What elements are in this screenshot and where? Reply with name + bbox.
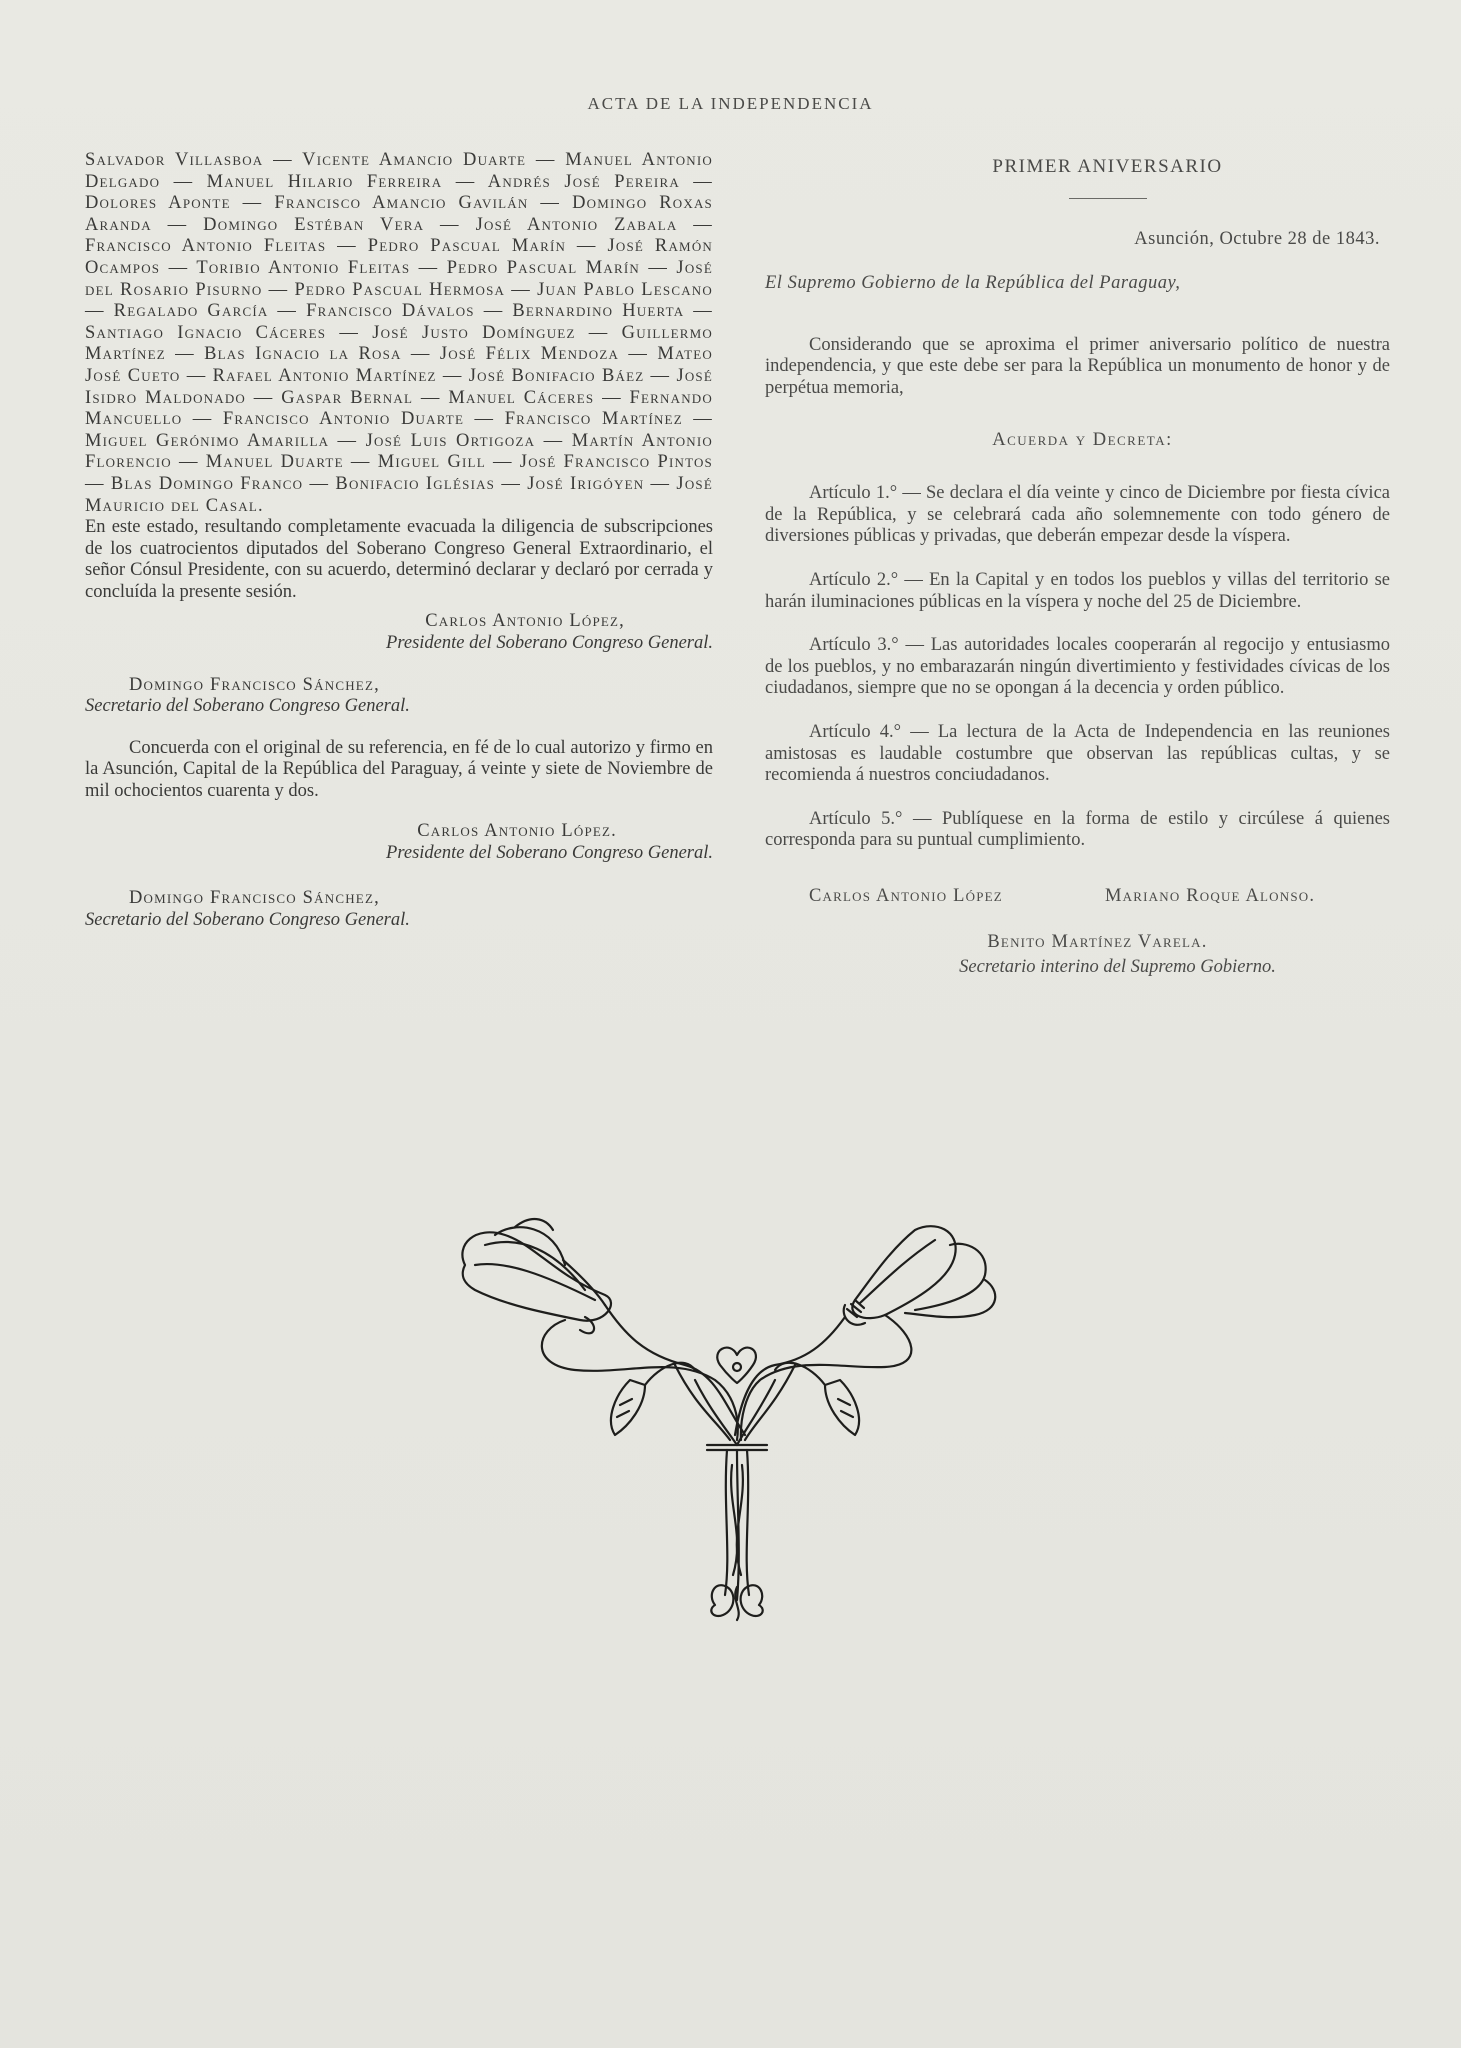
article-1: Artículo 1.° — Se declara el día veinte y cinco de Diciembre por fiesta cívica de la República, y se celebrará cada año solemnemente con todo género de diversiones públicas y privadas, que deberán empezar desde la víspera. <box>765 483 1390 547</box>
closing-paragraph: En este estado, resultando completamente evacuada la diligencia de subscripciones de los cuatrocientos diputados del Soberano Congreso General Extraordinario, el señor Cónsul Presidente, con su acuerdo, determinó declarar y declaró por cerrada y concluída la presente sesión. <box>85 517 713 602</box>
signature-lopez: Carlos Antonio López <box>809 885 1003 906</box>
secretary-signature-2 <box>85 888 713 931</box>
president-name: Carlos Antonio López, <box>425 611 625 632</box>
center-bud-icon <box>717 1348 756 1383</box>
secretary-name: Domingo Francisco Sánchez, <box>129 674 380 695</box>
concuerda-paragraph: Concuerda con el original de su referencia, en fé de lo cual autorizo y firmo en la Asunción, Capital de la República del Paraguay, á veinte y siete de Noviembre de mil ochocientos cuarenta y dos. <box>85 737 713 802</box>
president-signature-2 <box>85 821 713 864</box>
floral-vignette-icon <box>445 1205 1025 1625</box>
title-rule <box>1069 198 1147 199</box>
secretary-varela-title: Secretario interino del Supremo Gobierno. <box>959 957 1276 978</box>
right-column <box>765 150 1390 979</box>
considerando-paragraph: Considerando que se aproxima el primer aniversario político de nuestra independencia, y que este debe ser para la República un monumento de honor y de perpétua memoria, <box>765 334 1390 398</box>
decree-signatures <box>765 886 1390 908</box>
secretary-name-2: Domingo Francisco Sánchez, <box>129 888 380 909</box>
article-3: Artículo 3.° — Las autoridades locales cooperarán al regocijo y entusiasmo de los pueblos, y no embarazarán ningún divertimiento y festividades cívicas de los ciudadanos, siempre que no se opongan á la decencia y orden público. <box>765 635 1390 699</box>
president-name-2: Carlos Antonio López. <box>417 821 617 842</box>
left-flower-icon <box>462 1219 611 1333</box>
section-title: PRIMER ANIVERSARIO <box>992 156 1223 177</box>
secretary-signature <box>85 675 713 718</box>
signatories-list: Salvador Villasboa — Vicente Amancio Duarte — Manuel Antonio Delgado — Manuel Hilario Ferreira — Andrés José Pereira — Dolores Aponte — Francisco Amancio Gavilán — Domingo Roxas Aranda — Domingo Estéban Vera — José Antonio Zabala — Francisco Antonio Fleitas — Pedro Pascual Marín — José Ramón Ocampos — Toribio Antonio Fleitas — Pedro Pascual Marín — José del Rosario Pisurno — Pedro Pascual Hermosa — Juan Pablo Lescano — Regalado García — Francisco Dávalos — Bernardino Huerta — Santiago Ignacio Cáceres — José Justo Domínguez — Guillermo Martínez — Blas Ignacio la Rosa — José Félix Mendoza — Mateo José Cueto — Rafael Antonio Martínez — José Bonifacio Báez — José Isidro Maldonado — Gaspar Bernal — Manuel Cáceres — Fernando Mancuello — Francisco Antonio Duarte — Francisco Martínez — Miguel Gerónimo Amarilla — José Luis Ortigoza — Martín Antonio Florencio — Manuel Duarte — Miguel Gill — José Francisco Pintos — Blas Domingo Franco — Bonifacio Iglésias — José Irigóyen — José Mauricio del Casal. <box>85 150 713 516</box>
secretary-title: Secretario del Soberano Congreso General. <box>85 696 410 717</box>
president-title: Presidente del Soberano Congreso General. <box>386 633 713 654</box>
president-signature <box>85 611 713 654</box>
article-2: Artículo 2.° — En la Capital y en todos los pueblos y villas del territorio se harán iluminaciones públicas en la víspera y noche del 25 de Diciembre. <box>765 569 1390 612</box>
secretary-varela-name: Benito Martínez Varela. <box>987 931 1208 952</box>
acuerda-heading: Acuerda y Decreta: <box>992 429 1173 450</box>
signature-alonso: Mariano Roque Alonso. <box>1105 885 1316 906</box>
government-heading: El Supremo Gobierno de la República del Paraguay, <box>765 273 1181 294</box>
running-head: ACTA DE LA INDEPENDENCIA <box>587 94 874 113</box>
president-title-2: Presidente del Soberano Congreso General. <box>386 842 713 863</box>
secretary-title-2: Secretario del Soberano Congreso General. <box>85 909 410 930</box>
left-column <box>85 150 713 932</box>
left-bud-icon <box>611 1363 695 1435</box>
article-5: Artículo 5.° — Publíquese en la forma de estilo y circúlese á quienes corresponda para su puntual cumplimiento. <box>765 808 1390 851</box>
right-bud-icon <box>775 1363 859 1435</box>
place-date: Asunción, Octubre 28 de 1843. <box>1134 228 1380 249</box>
right-flower-icon <box>844 1226 996 1325</box>
article-4: Artículo 4.° — La lectura de la Acta de Independencia en las reuniones amistosas es laudable costumbre que observan las repúblicas cultas, y se recomienda á nuestros conciudadanos. <box>765 721 1390 786</box>
